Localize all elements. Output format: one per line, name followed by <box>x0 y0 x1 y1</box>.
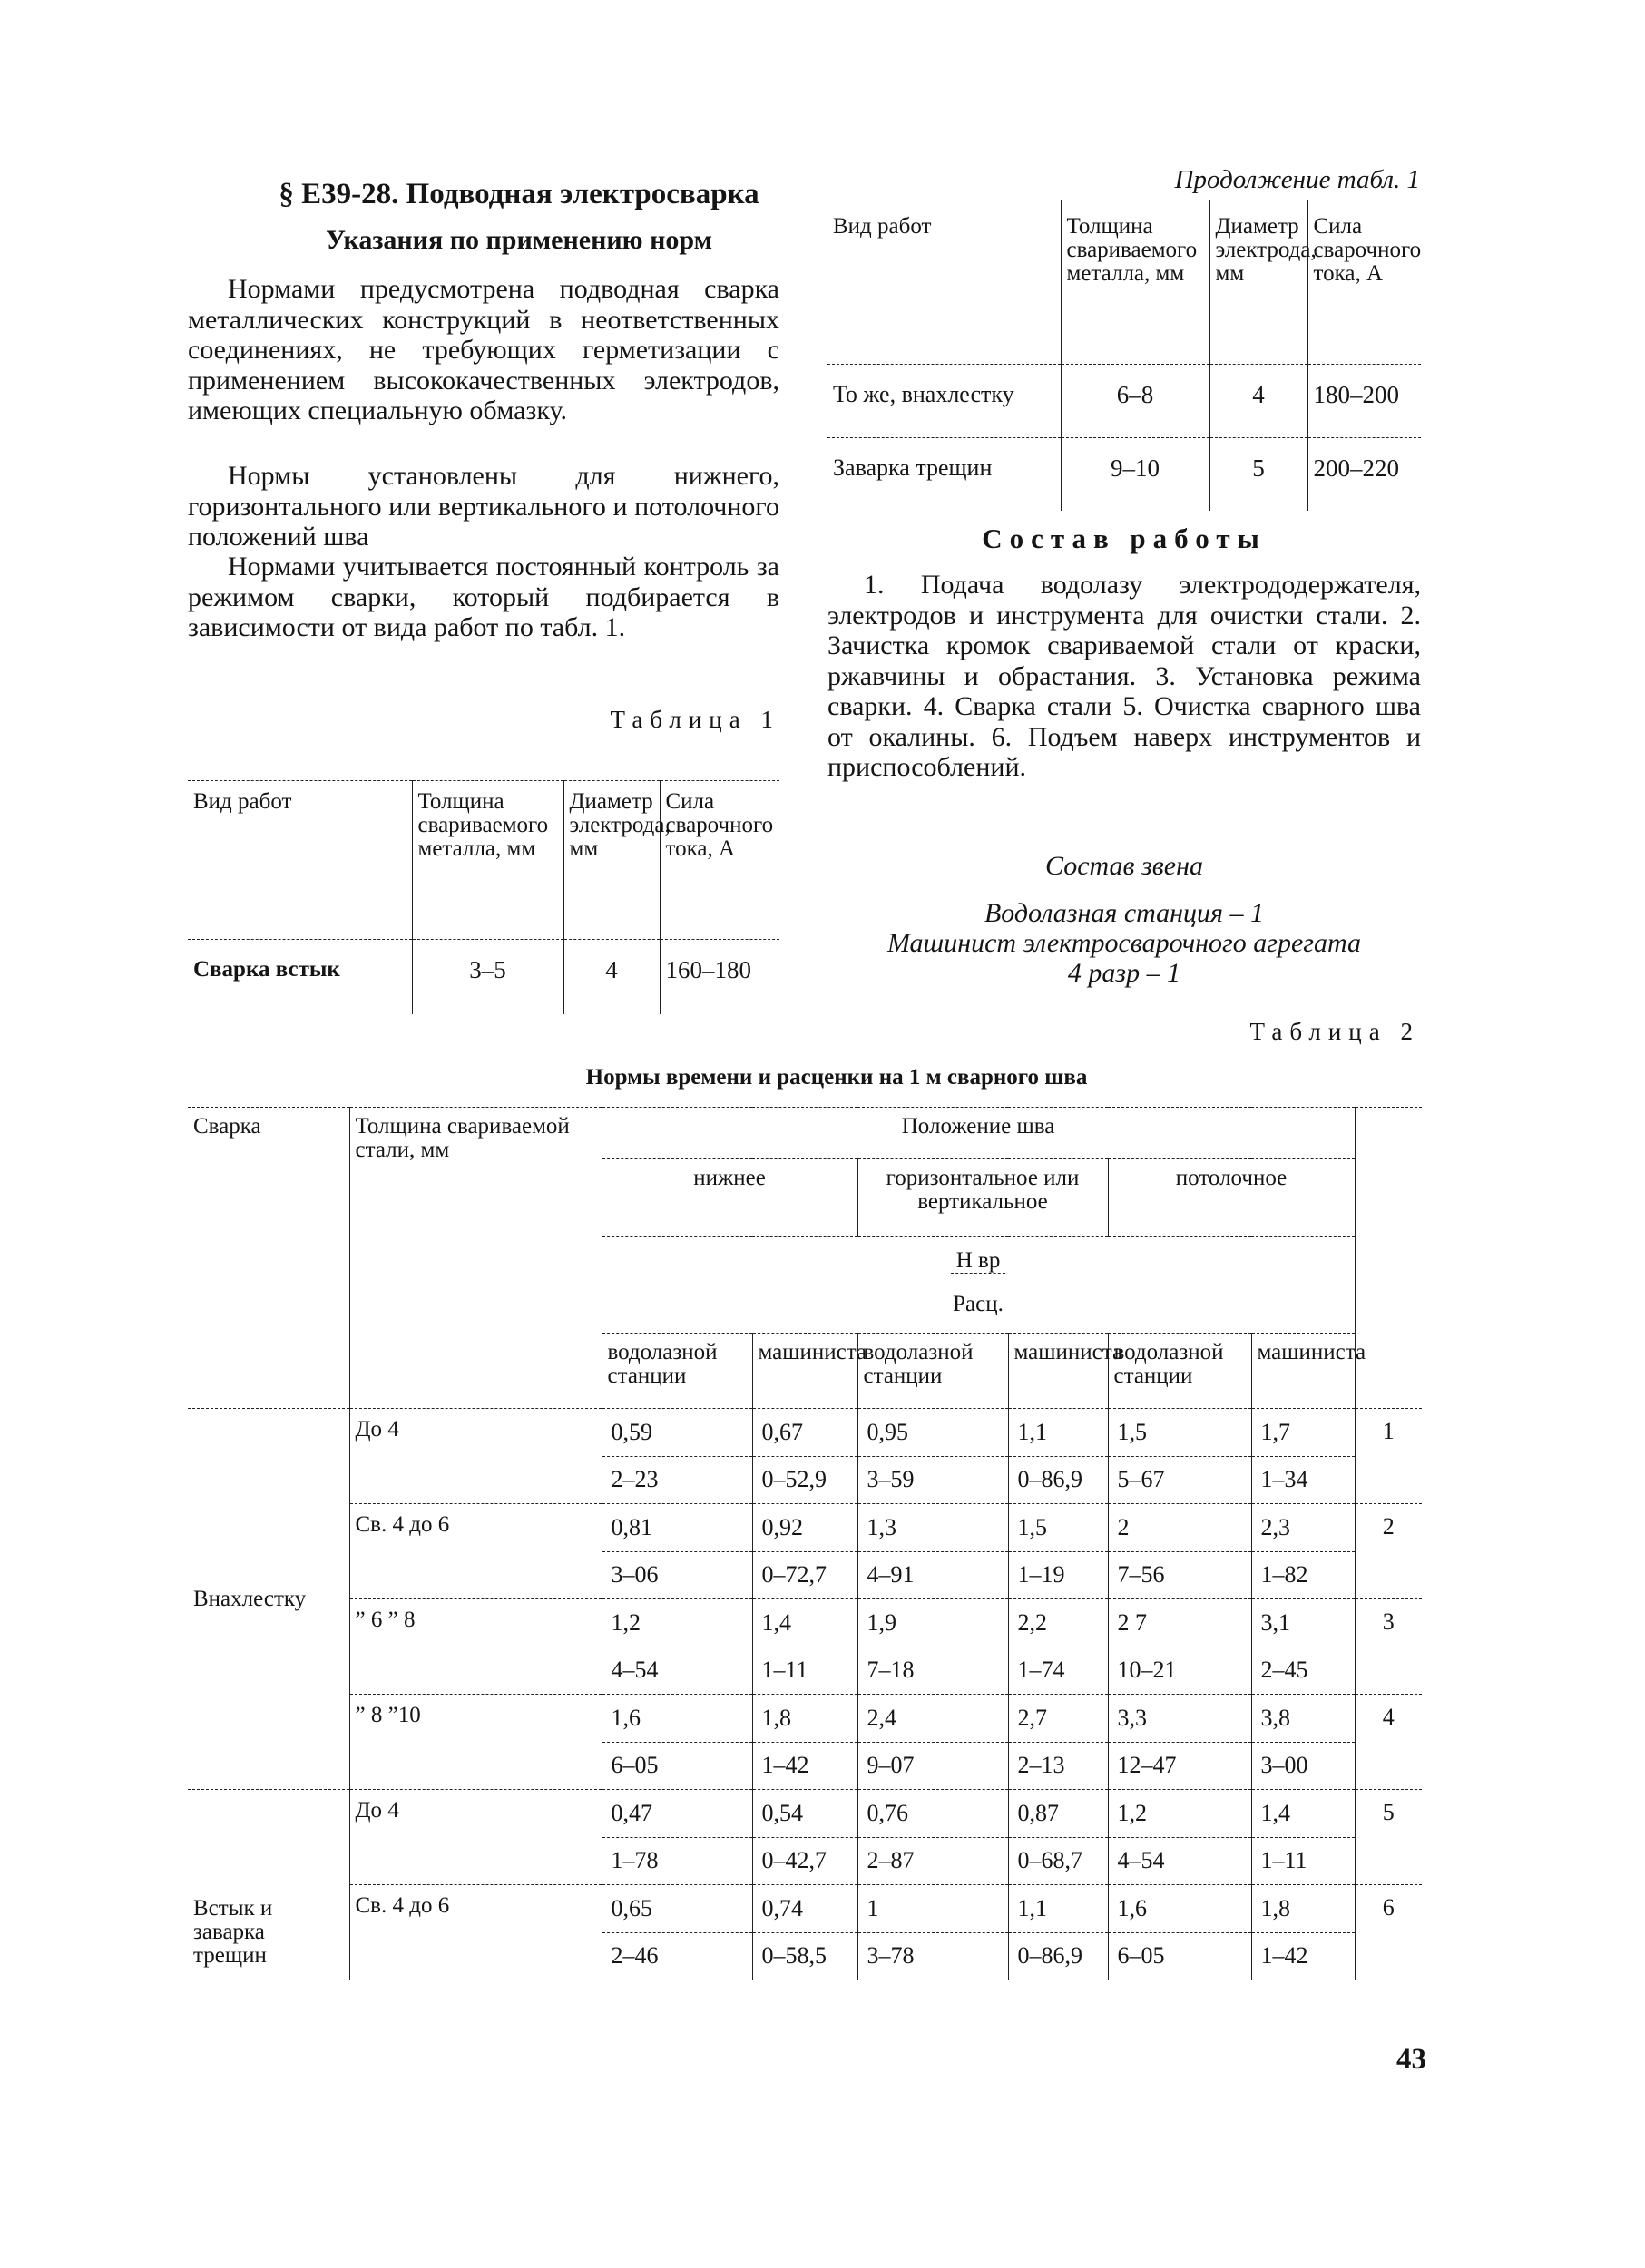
table2-header-ceiling: потолочное <box>1108 1159 1355 1237</box>
table2-header-diver-3: водолазной станции <box>1108 1334 1251 1409</box>
table2-rate: 1–11 <box>761 1657 808 1684</box>
table2-value-fraction <box>753 1695 857 1789</box>
table1-header-thickness: Толщина свариваемого металла, мм <box>412 781 563 940</box>
crew-line-1: Водолазная станция – 1 <box>984 898 1264 928</box>
table2-value-cell <box>1251 1504 1355 1599</box>
table2-value-fraction <box>1009 1504 1108 1598</box>
table2-rate: 12–47 <box>1117 1752 1177 1779</box>
table2-rate: 4–91 <box>867 1561 915 1589</box>
table2-rate: 1–74 <box>1017 1657 1065 1684</box>
crew-title: Состав звена <box>1044 851 1203 881</box>
table2-rate: 2–87 <box>867 1847 915 1874</box>
table1 <box>188 780 779 1014</box>
table2-rate: 0–86,9 <box>1017 1942 1082 1970</box>
table2-norm-time: 0,95 <box>858 1409 1008 1457</box>
table2-norm-time: 0,59 <box>602 1409 752 1457</box>
table2-norm-time: 1 <box>858 1885 1008 1933</box>
table2-row-number: 6 <box>1355 1885 1422 1980</box>
table2-value-cell <box>1008 1599 1108 1695</box>
table2-header-machinist-2: машиниста <box>1008 1334 1108 1409</box>
table2-rate: 1–11 <box>1260 1847 1307 1874</box>
table2-value-cell <box>1008 1409 1108 1504</box>
work-composition-title: Состав работы <box>982 523 1267 554</box>
table2-value-fraction <box>858 1599 1008 1694</box>
table1-continuation <box>827 200 1421 511</box>
table1c-cell: То же, внахлестку <box>827 365 1061 438</box>
table2-norm-time: 1,5 <box>1109 1409 1251 1457</box>
table2-value-cell <box>1108 1695 1251 1790</box>
table2-value-fraction <box>1109 1599 1251 1694</box>
table2-value-cell <box>1108 1504 1251 1599</box>
table2-rate: 2–23 <box>611 1466 659 1493</box>
table2-row-number: 4 <box>1355 1695 1422 1790</box>
table2-value-fraction <box>602 1409 752 1503</box>
table-row <box>188 940 779 1015</box>
table2-value-cell <box>1251 1695 1355 1790</box>
table2-value-cell <box>602 1599 752 1695</box>
table2-value-fraction <box>753 1790 857 1884</box>
table2-norm-time: 0,54 <box>753 1790 857 1838</box>
table2-norm-time: 1,1 <box>1009 1885 1108 1933</box>
table2-norm-time: 2,4 <box>858 1695 1008 1743</box>
table2-value-fraction <box>602 1790 752 1884</box>
table1-header-diameter: Диаметр электрода, мм <box>563 781 660 940</box>
table1-label: Таблица 1 <box>610 706 780 733</box>
crew-line-3: 4 разр – 1 <box>1067 958 1181 988</box>
table2-thickness-cell: Св. 4 до 6 <box>349 1885 602 1980</box>
table1c-cell: 4 <box>1209 365 1307 438</box>
table2-value-cell <box>1251 1790 1355 1885</box>
table2-value-cell <box>752 1409 857 1504</box>
table2-thickness-cell: Св. 4 до 6 <box>349 1504 602 1599</box>
table2-value-cell <box>857 1695 1008 1790</box>
table2-norm-time: 2 <box>1109 1504 1251 1552</box>
table2-value-cell <box>1108 1409 1251 1504</box>
table2-row-number: 3 <box>1355 1599 1422 1695</box>
table2-norm-time: 2,2 <box>1009 1599 1108 1647</box>
table1c-header-row <box>827 200 1421 365</box>
table-row <box>188 1599 1422 1695</box>
table1-cell: 160–180 <box>660 940 779 1015</box>
table2-value-cell <box>752 1790 857 1885</box>
table2-rate: 0–72,7 <box>761 1561 827 1589</box>
table2-value-cell <box>857 1885 1008 1980</box>
table-row <box>188 1790 1422 1885</box>
crew-line-2: Машинист электросварочного агрегата <box>886 928 1361 958</box>
table2-norm-time: 1,5 <box>1009 1504 1108 1552</box>
table2-header-nvr-text: Н вр <box>951 1249 1006 1274</box>
table2-value-fraction <box>1009 1695 1108 1789</box>
table2-header-machinist-3: машиниста <box>1251 1334 1355 1409</box>
table2-norm-time: 0,65 <box>602 1885 752 1933</box>
table2-rate: 4–54 <box>611 1657 659 1684</box>
table2-header-machinist-1: машиниста <box>752 1334 857 1409</box>
table2-value-cell <box>857 1504 1008 1599</box>
table2-rate: 5–67 <box>1117 1466 1165 1493</box>
table2-rate: 6–05 <box>1117 1942 1165 1970</box>
table2-rate: 1–19 <box>1017 1561 1065 1589</box>
table-row <box>188 1409 1422 1504</box>
table2-rate: 0–68,7 <box>1017 1847 1082 1874</box>
table1-cell: 3–5 <box>412 940 563 1015</box>
table2-norm-time: 0,74 <box>753 1885 857 1933</box>
table2-value-cell <box>602 1790 752 1885</box>
table2-rate: 3–78 <box>867 1942 915 1970</box>
table2-header-horizontal: горизонтальное или вертикальное <box>857 1159 1108 1237</box>
table1c-header-work: Вид работ <box>827 200 1061 365</box>
table1-header-current: Сила сварочного тока, А <box>660 781 779 940</box>
table2-value-cell <box>1108 1599 1251 1695</box>
table2-norm-time: 1,2 <box>1109 1790 1251 1838</box>
table2-value-fraction <box>1252 1790 1355 1884</box>
table2-body <box>188 1409 1422 1980</box>
table2-value-fraction <box>1252 1504 1355 1598</box>
table2-value-fraction <box>753 1599 857 1694</box>
table2-value-cell <box>1008 1504 1108 1599</box>
table1c-cell: 9–10 <box>1061 438 1209 512</box>
table2-rate: 10–21 <box>1117 1657 1177 1684</box>
table2-norm-time: 1,6 <box>602 1695 752 1743</box>
table2-weld-type: Встык и заварка трещин <box>188 1790 349 1980</box>
table2-norm-time: 1,8 <box>1252 1885 1355 1933</box>
table2-norm-time: 1,6 <box>1109 1885 1251 1933</box>
table2-value-cell <box>1251 1409 1355 1504</box>
table-row <box>188 1695 1422 1790</box>
table2-value-cell <box>752 1599 857 1695</box>
table2-rate: 3–59 <box>867 1466 915 1493</box>
table2-value-cell <box>752 1695 857 1790</box>
table1c-header-current: Сила сварочного тока, А <box>1307 200 1421 365</box>
table1-cell: 4 <box>563 940 660 1015</box>
table1c-cell: 200–220 <box>1307 438 1421 512</box>
table2-value-cell <box>1251 1599 1355 1695</box>
table2-header-position: Положение шва <box>602 1108 1355 1159</box>
table1-cell: Сварка встык <box>188 940 412 1015</box>
section-title: § Е39-28. Подводная электросварка <box>279 178 759 210</box>
table2-grid <box>188 1107 1422 1980</box>
table2-header-diver-1: водолазной станции <box>602 1334 752 1409</box>
table2-norm-time: 3,3 <box>1109 1695 1251 1743</box>
table2-value-cell <box>602 1409 752 1504</box>
table2-rate: 6–05 <box>611 1752 659 1779</box>
intro-paragraph-2: Нормы установлены для нижнего, горизонтального или вертикального и потолочного положений шва <box>188 461 779 552</box>
table2-norm-time: 0,87 <box>1009 1790 1108 1838</box>
table2-rate: 4–54 <box>1117 1847 1165 1874</box>
table2-value-fraction <box>858 1790 1008 1884</box>
table2-value-cell <box>602 1885 752 1980</box>
table2-rate: 9–07 <box>867 1752 915 1779</box>
table2-value-fraction <box>753 1885 857 1980</box>
table2-value-cell <box>752 1504 857 1599</box>
table-row <box>188 1885 1422 1980</box>
table2-norm-time: 3,8 <box>1252 1695 1355 1743</box>
table1c-cell: 180–200 <box>1307 365 1421 438</box>
table2-rate: 0–86,9 <box>1017 1466 1082 1493</box>
table2-header-rasc: Расц. <box>602 1293 1355 1334</box>
intro-paragraph-3: Нормами учитывается постоянный контроль за режимом сварки, который подбирается в зависимости от вида работ по табл. 1. <box>188 552 779 642</box>
table2-value-fraction <box>1109 1409 1251 1503</box>
table2-header-nvr <box>602 1237 1355 1294</box>
table2-header-lower: нижнее <box>602 1159 857 1237</box>
table2-rate: 1–82 <box>1260 1561 1308 1589</box>
table-row <box>827 438 1421 512</box>
table2-value-fraction <box>1252 1409 1355 1503</box>
table2-header-row-1 <box>188 1108 1422 1159</box>
table2-value-cell <box>857 1409 1008 1504</box>
table2-value-cell <box>752 1885 857 1980</box>
table2-value-cell <box>602 1504 752 1599</box>
table1c-cell: Заварка трещин <box>833 455 993 481</box>
table2-value-cell <box>1008 1695 1108 1790</box>
table2-value-fraction <box>858 1885 1008 1980</box>
table2-value-cell <box>1008 1885 1108 1980</box>
table2-value-fraction <box>1009 1409 1108 1503</box>
table2-norm-time: 3,1 <box>1252 1599 1355 1647</box>
table2-rate: 1–34 <box>1260 1466 1308 1493</box>
table2-norm-time: 1,8 <box>753 1695 857 1743</box>
table2-norm-time: 1,7 <box>1252 1409 1355 1457</box>
work-composition-text: 1. Подача водолазу электрододержателя, электродов и инструмента для очистки стали. 2. Зачистка кромок свариваемой стали от краски, ржавчины и обрастания. 3. Установка режима сварки. 4. Сварка стали 5. Очистка сварного шва от окалины. 6. Подъем наверх инструментов и приспособлений. <box>827 570 1421 782</box>
table2-title: Нормы времени и расценки на 1 м сварного шва <box>585 1065 1088 1090</box>
table2-norm-time: 1,3 <box>858 1504 1008 1552</box>
table2-value-fraction <box>1252 1599 1355 1694</box>
table2-thickness-cell: ” 6 ” 8 <box>349 1599 602 1695</box>
table2-header-thickness: Толщина свариваемой стали, мм <box>349 1108 602 1409</box>
table2-norm-time: 0,76 <box>858 1790 1008 1838</box>
table2-norm-time: 0,81 <box>602 1504 752 1552</box>
section-subtitle: Указания по применению норм <box>325 225 713 255</box>
table2-thickness-cell: До 4 <box>349 1790 602 1885</box>
table2-rate: 3–00 <box>1260 1752 1308 1779</box>
table2-value-cell <box>1251 1885 1355 1980</box>
table2 <box>188 1107 1422 1980</box>
table2-value-fraction <box>1109 1885 1251 1980</box>
table2-value-fraction <box>602 1599 752 1694</box>
table-row <box>188 1504 1422 1599</box>
table2-norm-time: 0,92 <box>753 1504 857 1552</box>
table2-value-cell <box>602 1695 752 1790</box>
table2-value-fraction <box>1009 1790 1108 1884</box>
table2-value-cell <box>1108 1790 1251 1885</box>
table2-row-number: 2 <box>1355 1504 1422 1599</box>
table2-norm-time: 2,7 <box>1009 1695 1108 1743</box>
table2-norm-time: 2,3 <box>1252 1504 1355 1552</box>
table2-value-fraction <box>753 1504 857 1598</box>
table2-value-fraction <box>858 1695 1008 1789</box>
table2-value-fraction <box>602 1695 752 1789</box>
table2-value-fraction <box>1009 1885 1108 1980</box>
table2-value-fraction <box>602 1504 752 1598</box>
table2-weld-type: Внахлестку <box>188 1409 349 1790</box>
table2-label: Таблица 2 <box>1249 1018 1420 1045</box>
table2-value-fraction <box>1252 1695 1355 1789</box>
table2-value-fraction <box>1109 1504 1251 1598</box>
table2-norm-time: 0,67 <box>753 1409 857 1457</box>
table1-header-row <box>188 781 779 940</box>
table2-value-cell <box>1008 1790 1108 1885</box>
table2-rate: 0–58,5 <box>761 1942 827 1970</box>
table2-norm-time: 1,9 <box>858 1599 1008 1647</box>
table2-rate: 2–45 <box>1260 1657 1308 1684</box>
table2-norm-time: 1,2 <box>602 1599 752 1647</box>
table2-rate: 0–42,7 <box>761 1847 827 1874</box>
table2-header-weld: Сварка <box>188 1108 349 1409</box>
table2-thickness-cell: До 4 <box>349 1409 602 1504</box>
table1c-cell: 6–8 <box>1061 365 1209 438</box>
table2-value-cell <box>1108 1885 1251 1980</box>
table2-rate: 2–46 <box>611 1942 659 1970</box>
table2-rate: 7–56 <box>1117 1561 1165 1589</box>
table2-value-cell <box>857 1599 1008 1695</box>
table2-norm-time: 0,47 <box>602 1790 752 1838</box>
table2-rate: 7–18 <box>867 1657 915 1684</box>
table2-thickness-cell: ” 8 ”10 <box>349 1695 602 1790</box>
table1c-cell: 5 <box>1209 438 1307 512</box>
table2-value-fraction <box>1252 1885 1355 1980</box>
table2-norm-time: 2 7 <box>1109 1599 1251 1647</box>
table1-header-work: Вид работ <box>188 781 412 940</box>
table2-row-number: 5 <box>1355 1790 1422 1885</box>
table2-value-fraction <box>1109 1695 1251 1789</box>
intro-paragraph-1: Нормами предусмотрена подводная сварка металлических конструкций в неответственных соединениях, не требующих герметизации с применением высококачественных электродов, имеющих специальную обмазку. <box>188 274 779 425</box>
table2-norm-time: 1,4 <box>753 1599 857 1647</box>
table2-rate: 1–42 <box>761 1752 809 1779</box>
table2-norm-time: 1,4 <box>1252 1790 1355 1838</box>
table2-value-fraction <box>858 1409 1008 1503</box>
table2-rate: 1–78 <box>611 1847 659 1874</box>
table2-norm-time: 1,1 <box>1009 1409 1108 1457</box>
table2-value-fraction <box>753 1409 857 1503</box>
table2-value-cell <box>857 1790 1008 1885</box>
page-number: 43 <box>1396 2043 1426 2076</box>
table1c-header-thickness: Толщина свариваемого металла, мм <box>1061 200 1209 365</box>
table2-value-fraction <box>858 1504 1008 1598</box>
table2-row-number: 1 <box>1355 1409 1422 1504</box>
table2-rate: 1–42 <box>1260 1942 1308 1970</box>
table2-rate: 3–06 <box>611 1561 659 1589</box>
table1c-header-diameter: Диаметр электрода, мм <box>1209 200 1307 365</box>
table2-rate: 2–13 <box>1017 1752 1065 1779</box>
table-row <box>827 365 1421 438</box>
table2-value-fraction <box>1009 1599 1108 1694</box>
table2-value-fraction <box>602 1885 752 1980</box>
table1-continuation-label: Продолжение табл. 1 <box>1174 165 1420 194</box>
table2-header-diver-2: водолазной станции <box>857 1334 1008 1409</box>
table2-rate: 0–52,9 <box>761 1466 827 1493</box>
table2-value-fraction <box>1109 1790 1251 1884</box>
